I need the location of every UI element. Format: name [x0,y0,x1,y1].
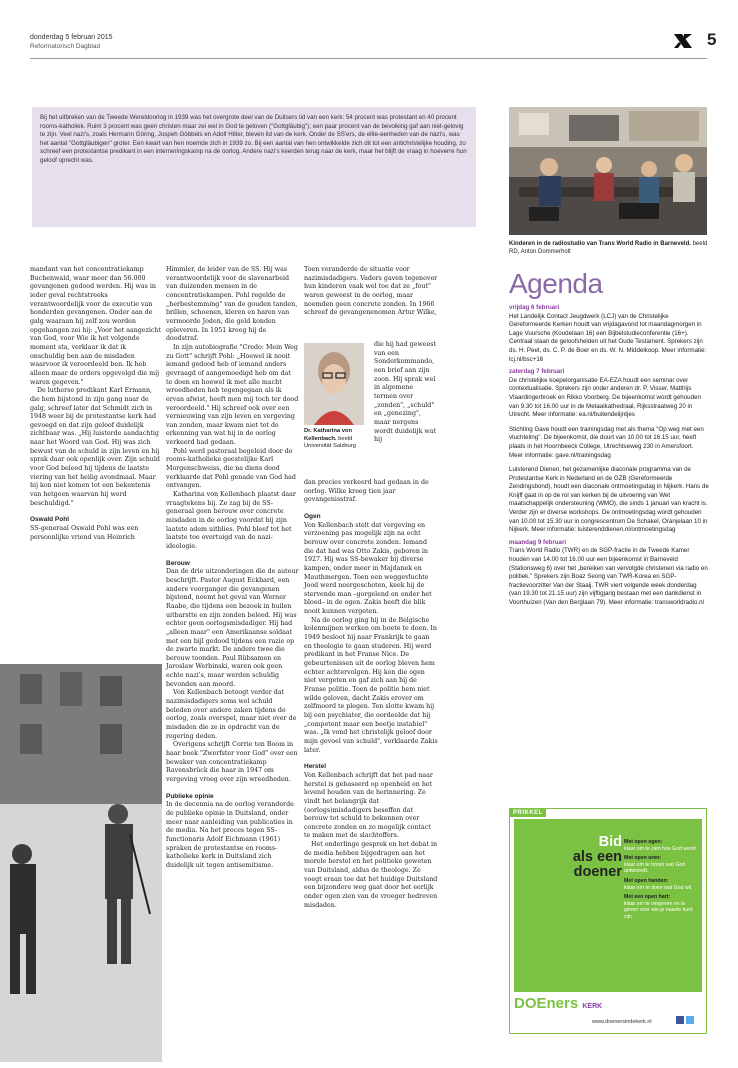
tip-1-text: klaar om te zien hoe God werkt. [624,845,698,852]
portrait-caption-name: Dr. Katharina von Kellenbach. [304,428,352,442]
radio-caption-credit: beeld RD, Anton Dommerholt [509,241,708,255]
subheading-berouw: Berouw [166,559,190,567]
col2-paragraph-5: Dan de drie uitzonderingen die de auteur beschrijft. Pastor August Eckhard, een andere voorganger die gevangenen bijstond, noemt het geval van Werner Raabe, die tijdens een bezoek in huilen uitbarstte en zijn zonden beleed. Hij was echter geen oorlogsmisdadiger. Hij had „alleen maar" een Amerikaanse soldaat met een bijl gedood tijdens een ruzie op de zwarte markt. De andere twee die berouw toonden. Paul Rübsamen en Jaroslaw Werbinski, waren ook geen echte nazi's, maar werden schuldig bevonden aan moord. [166,568,299,688]
intro-text: Bij het uitbreken van de Tweede Wereldoorlog in 1939 was het overgrote deel van de Duitsers lid van een kerk: 54 procent was protestant en 40 procent rooms-katholiek. Ruim 3 procent was geen christen maar zei wel in God te geloven ("Gottgläubig"); een paar procent van de bevolking gaf aan niet-gelovig te zijn. Veel nazi's, zoals Hermann Göring, Jospeh Göbbels en Adolf Hitler, bleven lid van de kerk. Onder de SS'ers, de elite-eenheden van de nazi's, was het aantal "Gottgläubigen" groter. Een kwart van hen noemde zich in 1939 zo. Bij een aantal van hen ontwikkelde zich dit tot een antichristelijke houding, zo schreef een protestantse predikant in een interneringskamp na de oorlog. Andere nazi's keerden terug naar de kerk, maar het blijft de vraag in hoeverre hun geloof oprecht was. [40,114,467,164]
tip-2-heading: Met open oren: [624,855,662,862]
subheading-herstel: Herstel [304,763,327,771]
tip-3-heading: Met open handen: [624,877,669,884]
tip-4-text: klaar om te vergeven en te geven voor wie je naaste kunt zijn. [624,900,693,920]
agenda-day-1: vrijdag 6 februari [509,304,560,311]
newspaper-logo-icon [672,30,694,52]
tip-2-text: klaar om te horen wat God antwoordt. [624,861,686,875]
agenda-title: Agenda [509,268,603,299]
historical-soldiers-photo [0,664,162,1062]
prikkel-headline-3: doener [573,864,622,880]
col3-paragraph-3: Na de oorlog ging hij in de Belgische kolenmijnen werken om boete te doen. In 1949 besloot hij naar Frankrijk te gaan en theologie te gaan studeren. Hij werd predikant in het Franse Nice. De gebeurtenissen uit de oorlog bleven hem echter achtervolgen. Hij kon die ogen niet vergeten en gaf zich aan bij de Franse politie. Toen de politie hem niet wilde geloven, dacht Zakis erover om zelfmoord te plegen. Ten slotte kwam hij bij een psychiater, die oordeelde dat hij „competent maar een beetje instabiel" was. „Ik vond het christelijk geloof door mijn gevoel van schuld", verklaarde Zakis later. [304,616,438,754]
tip-4-heading: Met een open hart: [624,894,671,901]
agenda-day-3: maandag 9 februari [509,538,567,546]
tip-1-heading: Met open ogen: [624,839,663,845]
col3-paragraph-2: Von Kellenbach stelt dat vergeving en verzoening pas mogelijk zijn na echt berouw over concrete zonden. Iemand die dat had was Otto Zakis, geboren in 1927. Hij was SS-bewaker bij diverse kampen, onder meer in Majdanek en Mauthmergen. Toen een weggevluchte Jood werd neergeschoten, keek hij de stervende man –gorgelend en onder het bloed– in de ogen. Zakis heeft die blik nooit kunnen vergeten. [304,521,432,616]
intro-box [32,107,476,227]
col2-paragraph-6: Von Kellenbach betoogt verder dat nazimisdadigers soms wel schuld beleden over andere zaken tijdens de oorlog, zoals overspel, maar niet over de misdaden die ze in opdracht van de regering deden. [166,689,297,740]
issue-date: donderdag 5 februari 2015 [30,34,113,41]
article-column-3-top [304,266,438,318]
twitter-icon[interactable] [686,1016,694,1024]
newspaper-name: Reformatorisch Dagblad [30,43,101,50]
col2-paragraph-3: Pohl werd pastoraal begeleid door de rooms-katholieke geestelijke Karl Morgenschweiss, die na diens dood verklaarde dat Pohl genade van God had ontvangen. [166,447,296,490]
subheading-oswald-pohl: Oswald Pohl [30,516,70,524]
col2-paragraph-4: Katharina von Kellenbach plaatst daar vraagtekens bij. Ze zag bij de SS-generaal geen berouw over concrete misdaden in de oorlog voordat hij zijn laatste adem uitblies. Pohl bleef tot het laatste toe overtuigd van de nazi-ideologie. [166,491,296,550]
agenda-item-1: Het Landelijk Contact Jeugdwerk (LCJ) van de Christelijke Gereformeerde Kerken houdt van vrijdagavond tot maandagmorgen in Lage Vuursche (Koudelaan 16) een Bijbelstudieconferentie (16+). Centraal staan de geloofshelden uit het Oude Testament. Sprekers zijn ds. H. Peet, ds. C. P. de Boer en ds. W. N. Middelkoop. Meer informatie: lcj.nl/bsc+16 [509,312,707,363]
agenda-item-4: Luisterend Dienen, het gezamenlijke diaconale programma van de Protestantse Kerk in Nederland en de GZB (Gereformeerde Zendingsbond), houdt een diaconale ontmoetingsdag in Nijkerk. Hans de Knijff gaat in op de rol van kerken bij de uitvoering van Wet maatschappelijk ondersteuning (WMO), die sinds 1 januari van kracht is. Verder zijn er diverse workshops. De ontmoetingsdag wordt gehouden van 10.00 tot 15.30 uur in congrescentrum De Schakel, Oranjelaan 10 in Nijkerk. Meer informatie: luisterenddienen.nl/ontmoetingsdag [509,466,709,534]
prikkel-panel [514,819,702,992]
article-column-3-bottom [304,479,438,910]
agenda-item-5: Trans World Radio (TWR) en de SGP-fractie in de Tweede Kamer houden van 14.00 tot 16.00 uur een bijeenkomst in Barneveld (Stationsweg 6) over het „bereiken van vervolgde christenen via radio en politiek." Sprekers zijn Boaz Seong van TWR-Korea en SGP-fractievoorzitter Van der Staaij. TWR viert volgende week donderdag (van 19.30 tot 21.15 uur) zijn vijftigjarig bestaan met een dankdienst in Voorthuizen (Van den Berglaan 79). Meer informatie: transworldradio.nl [509,547,708,606]
social-icons [676,1016,694,1024]
prikkel-headline-2: als een [572,849,622,865]
page-number: 5 [707,30,717,49]
radio-studio-photo [509,107,707,235]
agenda-day-2: zaterdag 7 februari [509,368,565,376]
prikkel-headline [522,835,622,880]
col3-paragraph-5: Het onderlinge gesprek en het debat in de media hebben bijgedragen aan het morele herstel en het politieke geweten van Duitsland, aldus de theologe. Ze voegt eraan toe dat het huidige Duitsland een bijzondere weg gaat door het eerlijk onder ogen zien van de vroeger bedreven misdaden. [304,841,438,909]
portrait-caption [304,428,366,451]
header-divider [30,58,707,59]
subheading-ogen: Ogen [304,512,321,520]
col2-paragraph-8: In de decennia na de oorlog veranderde de publieke opinie in Duitsland, onder meer naar aanleiding van publicaties in de media. Na het proces tegen SS-functionaris Adolf Eichmann (1961) spraken de protestantse en rooms-katholieke kerk in Duitsland zich duidelijk uit tegen antisemitisme. [166,801,294,869]
col1-paragraph-3: SS-generaal Oswald Pohl was een persoonlijke vriend van Heinrich [30,524,139,541]
article-column-1 [30,266,162,542]
col3-paragraph-1-end: dan precies verkeerd had gedaan in de oorlog. Wilke kreeg tien jaar gevangenisstraf. [304,479,429,504]
col3-side-text: die hij had geweest van een Sonderkommando, een brief aan zijn zoon. Hij sprak wel in algemene termen over „zonden", „schuld" en „genezing", maar nergens wordt duidelijk wat hij [374,341,437,444]
radio-caption-text: Kinderen in de radiostudio van Trans World Radio in Barneveld. [509,241,691,247]
agenda-item-2: De christelijke koepelorganisatie EA-EZA houdt een seminar over contextualisatie. Sprekers zijn onder anderen dr. P. Visser, Matthijs Vlaardingerbroek en Rikko Voorberg. De bijeenkomst wordt gehouden van 9.30 tot 16.00 uur in de Metaalkathedraal, Rijksstraatweg 20 in Utrecht. Meer informatie: ea.nl/buitendelijntjes [509,376,701,419]
col2-paragraph-2: In zijn autobiografie "Credo: Mein Weg zu Gott" schrijft Pohl: „Hoewel ik nooit iemand gedood heb of iemand anders gevraagd of aangemoedigd heb om dat te doen en hoewel ik met alle macht wreedheden heb tegengegaan als ik ervan afwist, heeft men mij toch ter dood veroordeeld." Hij schreef ook over een vernieuwing van zijn leven en vergeving van zonden, maar kwam niet tot de erkenning van wat hij in de oorlog verkeerd had gedaan. [166,343,299,447]
portrait-caption-credit: beeld Universität Salzburg [304,435,356,450]
prikkel-label: PRIKKEL [510,809,546,817]
tip-3-text: klaar om te doen wat God wil. [624,884,693,891]
col1-paragraph-2: De lutherse predikant Karl Ermann, die hem bijstond in zijn gang naar de galg, schreef later dat Schmidt zich in 1948 weer bij de protestantse kerk had gevoegd en dat zijn geloof duidelijk zichtbaar was. „Hij luisterde aandachtig naar het Woord van God. Hij was zich bewust van de schuld in zijn leven en hij sprak daar ook openlijk over. Zijn schuld voor God beleed hij tijdens de laatste viering van het heilig avondmaal. Maar hij kon niet komen tot een bekentenis van hetgeen waarvan hij werd beschuldigd." [30,387,160,507]
article-column-2 [166,266,299,871]
col3-paragraph-4: Von Kellenbach schrijft dat het pad naar herstel is gebaseerd op openheid en het levend houden van de herinnering. Ze vindt het belangrijk dat (oorlogs)misdadigers beseffen dat berouw tot schuld te bekennen over concrete zonden en zo mogelijk contact te maken met de slachtoffers. [304,771,433,840]
doeners-logo [514,995,602,1012]
prikkel-tips [624,839,700,921]
prikkel-box [509,808,707,1034]
radio-photo-caption [509,240,709,256]
doeners-logo-text: DOEners [514,995,579,1012]
facebook-icon[interactable] [676,1016,684,1024]
agenda-item-3: Stichting Gave houdt een trainingsdag met als thema "Op weg met een vluchteling". De bijeenkomst, die duurt van 10.00 tot 16.15 uur, heeft plaats in het Hoornbeeck College, Utrechtseweg 230 in Amersfoort. Meer informatie: gave.nl/trainingsdag [509,425,704,459]
agenda-list [509,304,709,608]
doeners-website-link[interactable]: www.doenersindekerk.nl [592,1019,652,1025]
col3-paragraph-1: Toen veranderde de situatie voor nazimisdadigers. Vaders gaven tegenover hun kinderen vaak wel toe dat ze „fout" waren geweest in de oorlog, maar noemden geen concrete zonden. In 1966 schreef de gevangenenomen Artur Wilke, [304,266,438,317]
subheading-publieke-opinie: Publieke opinie [166,792,214,800]
kellenbach-portrait [304,343,364,425]
col1-paragraph-1: mandant van het concentratiekamp Buchenwald, waar meer dan 56.000 gevangenen gedood werden. Hij was in ieder geval rechtstreeks verantwoordelijk voor de executie van honderden gevangenen. Onder aan de galg waaraan hij zelf zou worden opgehangen zei hij: „Voor het aangezicht van God, voor Wie ik het volgende moment sta, verklaar ik dat ik onschuldig ben aan de misdaden waarvoor ik veroordeeld ben. Ik heb alleen maar de orders opgevolgd die mij waren gegeven." [30,266,162,386]
prikkel-headline-1: Bid [598,834,622,850]
col2-paragraph-1: Himmler, de leider van de SS. Hij was verantwoordelijk voor de slavenarbeid van duizenden mensen in de concentratiekampen. Pohl regelde de „herbestemming" van de gouden tanden, brillen, schoenen, kleren en haren van vermoorde Joden, die geld konden opleveren. In 1951 kreeg hij de doodstraf. [166,266,298,343]
doeners-logo-kerk: KERK [582,1003,603,1010]
col2-paragraph-7: Overigens schrijft Corrie ten Boom in haar boek "Zwerfster voor God" over een bewaker van concentratiekamp Ravensbrück die haar in 1947 om vergeving vroeg over zijn wreedheden. [166,741,298,783]
